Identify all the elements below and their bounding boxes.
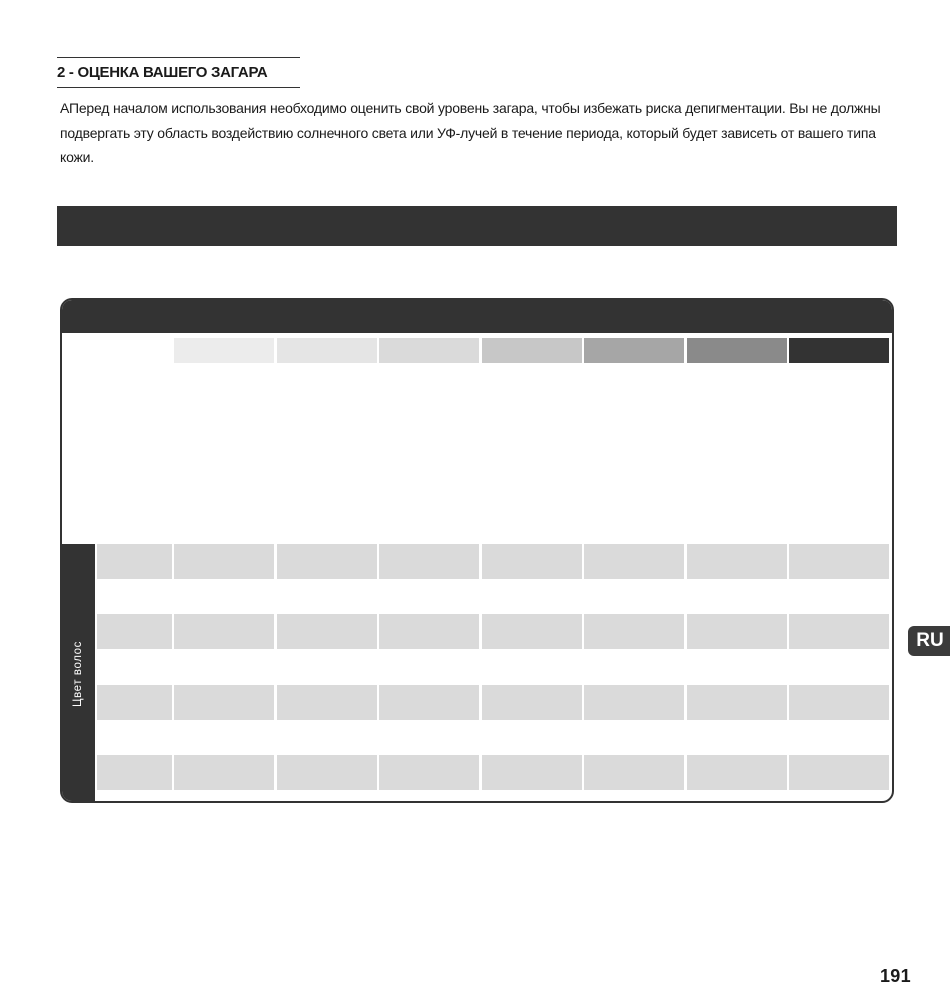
table-cell	[789, 685, 889, 720]
table-cell	[277, 755, 377, 790]
table-cell	[482, 685, 582, 720]
table-cell	[584, 544, 684, 579]
table-cell	[379, 544, 479, 579]
skin-tone-swatch	[277, 338, 377, 363]
table-cell	[687, 614, 787, 649]
table-cell	[687, 685, 787, 720]
skin-tone-swatch	[174, 338, 274, 363]
table-cell	[482, 755, 582, 790]
table-cell	[584, 755, 684, 790]
table-cell	[789, 614, 889, 649]
table-cell	[277, 614, 377, 649]
language-tab: RU	[908, 626, 950, 656]
table-cell	[482, 614, 582, 649]
table-cell	[174, 614, 274, 649]
table-cell	[174, 755, 274, 790]
table-cell	[789, 544, 889, 579]
table-cell	[687, 544, 787, 579]
table-cell	[687, 755, 787, 790]
table-cell	[97, 614, 172, 649]
skin-tone-swatch	[482, 338, 582, 363]
intro-paragraph: АПеред началом использования необходимо оценить свой уровень загара, чтобы избежать риска депигментации. Вы не должны подвергать эту область воздействию солнечного света или УФ-лучей в течение периода, который будет зависеть от вашего типа кожи.	[60, 100, 881, 165]
table-cell	[789, 755, 889, 790]
table-cell	[174, 544, 274, 579]
table-cell	[379, 755, 479, 790]
skin-tone-swatch	[584, 338, 684, 363]
skin-tone-swatch	[687, 338, 787, 363]
page-number: 191	[880, 966, 911, 986]
table-cell	[379, 614, 479, 649]
table-cell	[379, 685, 479, 720]
table-header-bar	[62, 300, 892, 333]
section-banner	[57, 206, 897, 246]
table-cell	[584, 614, 684, 649]
section-title: 2 - ОЦЕНКА ВАШЕГО ЗАГАРА	[57, 57, 300, 88]
table-cell	[277, 544, 377, 579]
skin-tone-swatch	[379, 338, 479, 363]
table-cell	[584, 685, 684, 720]
hair-color-label: Цвет волос	[72, 640, 85, 707]
skin-tone-swatch	[789, 338, 889, 363]
hair-color-label-wrap	[62, 544, 95, 803]
table-cell	[97, 544, 172, 579]
table-cell	[277, 685, 377, 720]
table-cell	[97, 685, 172, 720]
table-cell	[174, 685, 274, 720]
table-cell	[482, 544, 582, 579]
skin-tone-table	[60, 298, 894, 803]
table-cell	[97, 755, 172, 790]
